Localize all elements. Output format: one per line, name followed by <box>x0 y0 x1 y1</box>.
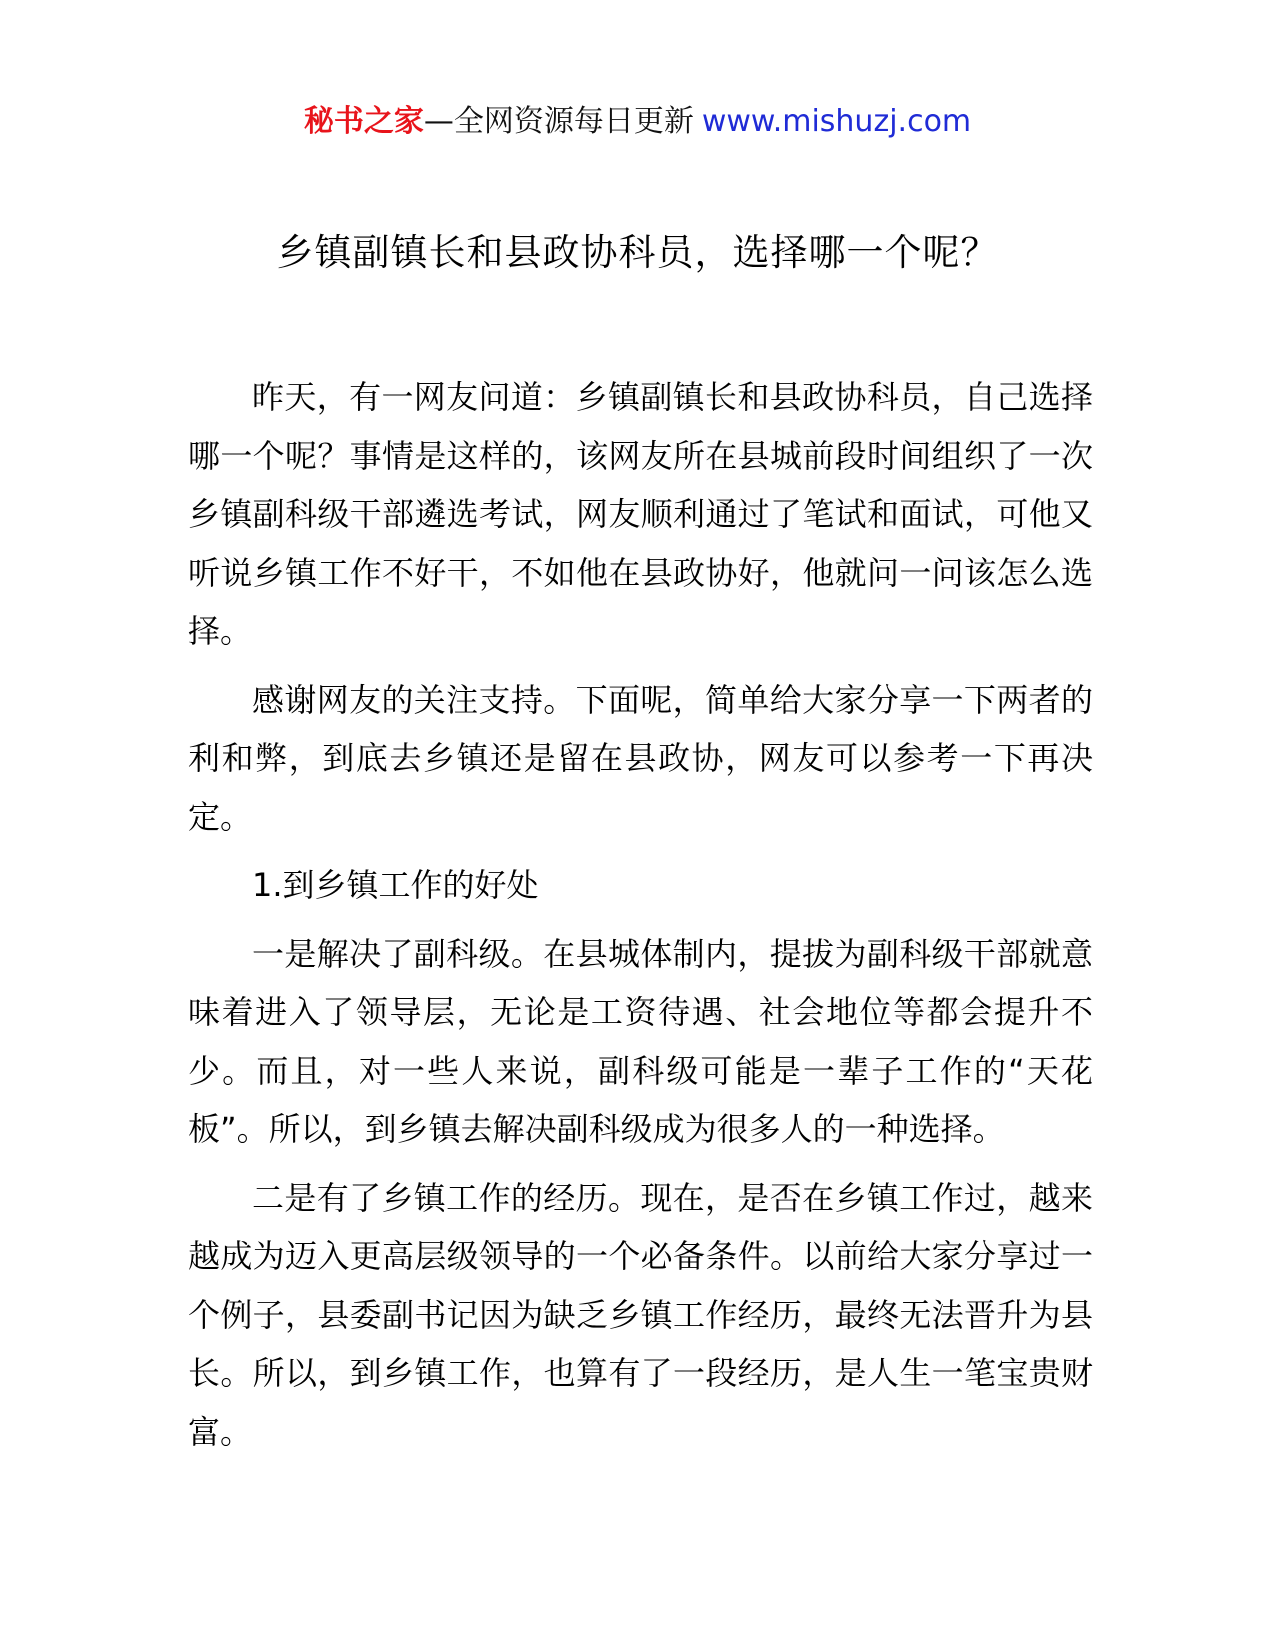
section-heading: 1.到乡镇工作的好处 <box>252 866 539 904</box>
paragraph-point-one: 一是解决了副科级。在县城体制内，提拔为副科级干部就意味着进入了领导层，无论是工资待遇、社会地位等都会提升不少。而且，对一些人来说，副科级可能是一辈子工作的“天花板”。所以，到乡镇去解决副科级成为很多人的一种选择。 <box>188 934 1093 1148</box>
header-tagline: —全网资源每日更新 <box>423 104 694 139</box>
paragraph-intro: 昨天，有一网友问道：乡镇副镇长和县政协科员，自己选择哪一个呢？事情是这样的，该网友所在县城前段时间组织了一次乡镇副科级干部遴选考试，网友顺利通过了笔试和面试，可他又听说乡镇工作不好干，不如他在县政协好，他就问一问该怎么选择。 <box>188 378 1093 650</box>
site-header <box>0 100 1275 144</box>
paragraph-point-two: 二是有了乡镇工作的经历。现在，是否在乡镇工作过，越来越成为迈入更高层级领导的一个必备条件。以前给大家分享过一个例子，县委副书记因为缺乏乡镇工作经历，最终无法晋升为县长。所以，到乡镇工作，也算有了一段经历，是人生一笔宝贵财富。 <box>188 1178 1093 1451</box>
site-url-link[interactable]: www.mishuzj.com <box>701 104 972 139</box>
document-body <box>188 368 1093 1471</box>
paragraph-thanks: 感谢网友的关注支持。下面呢，简单给大家分享一下两者的利和弊，到底去乡镇还是留在县政协，网友可以参考一下再决定。 <box>188 680 1093 836</box>
document-title: 乡镇副镇长和县政协科员，选择哪一个呢？ <box>276 231 999 274</box>
brand-name: 秘书之家 <box>303 104 424 139</box>
